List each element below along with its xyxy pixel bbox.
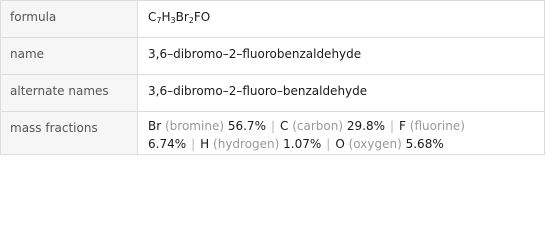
element-percent: 5.68% — [405, 136, 444, 151]
formula-label: formula — [1, 1, 138, 38]
mass-fraction-br — [148, 119, 266, 133]
mass-fractions-value — [138, 111, 545, 154]
formula-h: H — [161, 10, 171, 24]
mass-fraction-h — [200, 137, 321, 151]
alternate-names-row — [1, 74, 545, 111]
element-name: (fluorine) — [409, 118, 465, 133]
mass-fraction-c — [280, 119, 385, 133]
separator: | — [191, 136, 196, 151]
element-percent: 6.74% — [148, 136, 187, 151]
element-symbol: O — [335, 136, 345, 151]
element-name: (bromine) — [165, 118, 225, 133]
formula-value — [138, 1, 545, 38]
formula-row — [1, 1, 545, 38]
element-name: (carbon) — [292, 118, 344, 133]
element-symbol: H — [200, 136, 210, 151]
name-value: 3,6–dibromo–2–fluorobenzaldehyde — [138, 37, 545, 74]
separator: | — [326, 136, 331, 151]
name-row — [1, 37, 545, 74]
element-name: (oxygen) — [348, 136, 402, 151]
name-label: name — [1, 37, 138, 74]
formula-h-count: 3 — [170, 16, 176, 25]
element-symbol: Br — [148, 118, 162, 133]
formula-fo: FO — [193, 10, 211, 24]
element-percent: 29.8% — [346, 118, 385, 133]
element-percent: 1.07% — [283, 136, 322, 151]
element-percent: 56.7% — [227, 118, 266, 133]
mass-fraction-o — [335, 137, 443, 151]
mass-fractions-row — [1, 111, 545, 154]
separator: | — [390, 118, 395, 133]
formula-br: Br — [175, 10, 189, 24]
mass-fractions-label: mass fractions — [1, 111, 138, 154]
element-symbol: C — [280, 118, 289, 133]
formula-c-count: 7 — [156, 16, 162, 25]
separator: | — [270, 118, 276, 133]
formula-c: C — [148, 10, 157, 24]
element-symbol: F — [399, 118, 406, 133]
alternate-names-label: alternate names — [1, 74, 138, 111]
formula-br-count: 2 — [188, 16, 194, 25]
element-name: (hydrogen) — [213, 136, 280, 151]
alternate-names-value: 3,6–dibromo–2–fluoro–benzaldehyde — [138, 74, 545, 111]
